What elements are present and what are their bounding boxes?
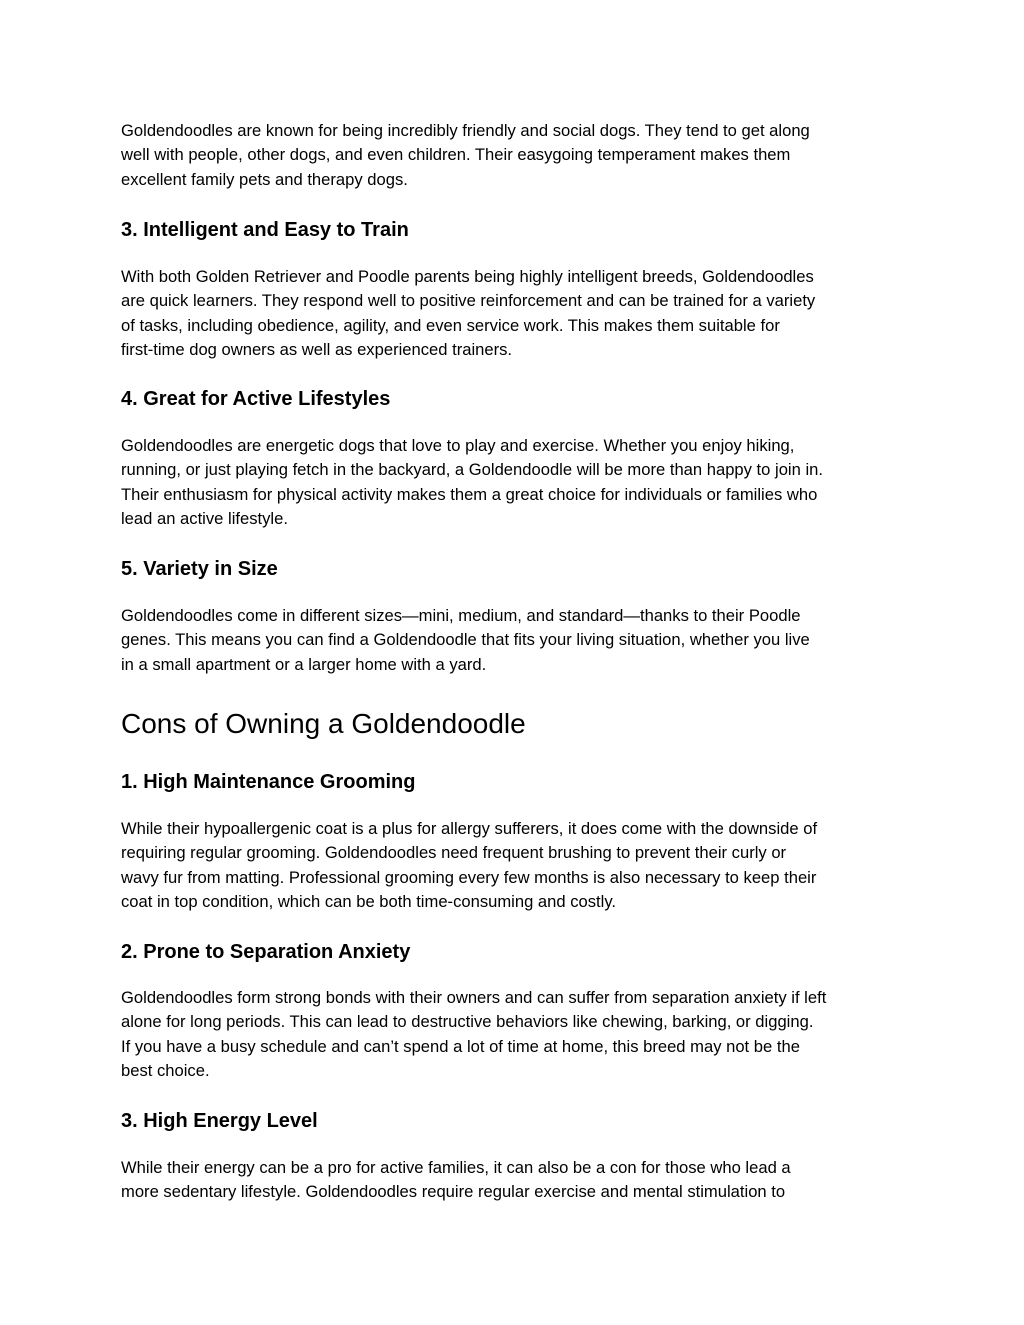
section-heading-variety-size: 5. Variety in Size	[121, 558, 278, 580]
section-body-intelligent: With both Golden Retriever and Poodle parents being highly intelligent breeds, Goldendoodles are quick learners. They respond well to positive reinforcement and can be trained for a variety of tasks, including obedience, agility, and even service work. This makes them suitable for first-time dog owners as well as experienced trainers.	[121, 267, 816, 360]
section-body-variety-size: Goldendoodles come in different sizes—mini, medium, and standard—thanks to their Poodle genes. This means you can find a Goldendoodle that fits your living situation, whether you live in a small apartment or a larger home with a yard.	[121, 606, 810, 674]
section-heading-separation-anxiety: 2. Prone to Separation Anxiety	[121, 941, 411, 963]
section-body-energy-level: While their energy can be a pro for active families, it can also be a con for those who lead a more sedentary lifestyle. Goldendoodles require regular exercise and mental stimulation to	[121, 1158, 791, 1202]
cons-section-title: Cons of Owning a Goldendoodle	[121, 708, 526, 739]
section-heading-intelligent: 3. Intelligent and Easy to Train	[121, 219, 409, 241]
section-heading-energy-level: 3. High Energy Level	[121, 1110, 318, 1132]
section-body-grooming: While their hypoallergenic coat is a plus for allergy sufferers, it does come with the downside of requiring regular grooming. Goldendoodles need frequent brushing to prevent their curly or wavy fur from matting. Professional grooming every few months is also necessary to keep their coat in top condition, which can be both time-consuming and costly.	[121, 819, 818, 912]
section-body-active-lifestyles: Goldendoodles are energetic dogs that love to play and exercise. Whether you enjoy hiking, running, or just playing fetch in the backyard, a Goldendoodle will be more than happy to join in. Their enthusiasm for physical activity makes them a great choice for individuals or families who lead an active lifestyle.	[121, 436, 823, 529]
section-heading-grooming: 1. High Maintenance Grooming	[121, 771, 416, 793]
section-heading-active-lifestyles: 4. Great for Active Lifestyles	[121, 388, 391, 410]
intro-paragraph: Goldendoodles are known for being incredibly friendly and social dogs. They tend to get along well with people, other dogs, and even children. Their easygoing temperament makes them excellent family pets and therapy dogs.	[121, 121, 810, 189]
section-body-separation-anxiety: Goldendoodles form strong bonds with their owners and can suffer from separation anxiety if left alone for long periods. This can lead to destructive behaviors like chewing, barking, or digging. If you have a busy schedule and can’t spend a lot of time at home, this breed may not be the best choice.	[121, 988, 827, 1081]
